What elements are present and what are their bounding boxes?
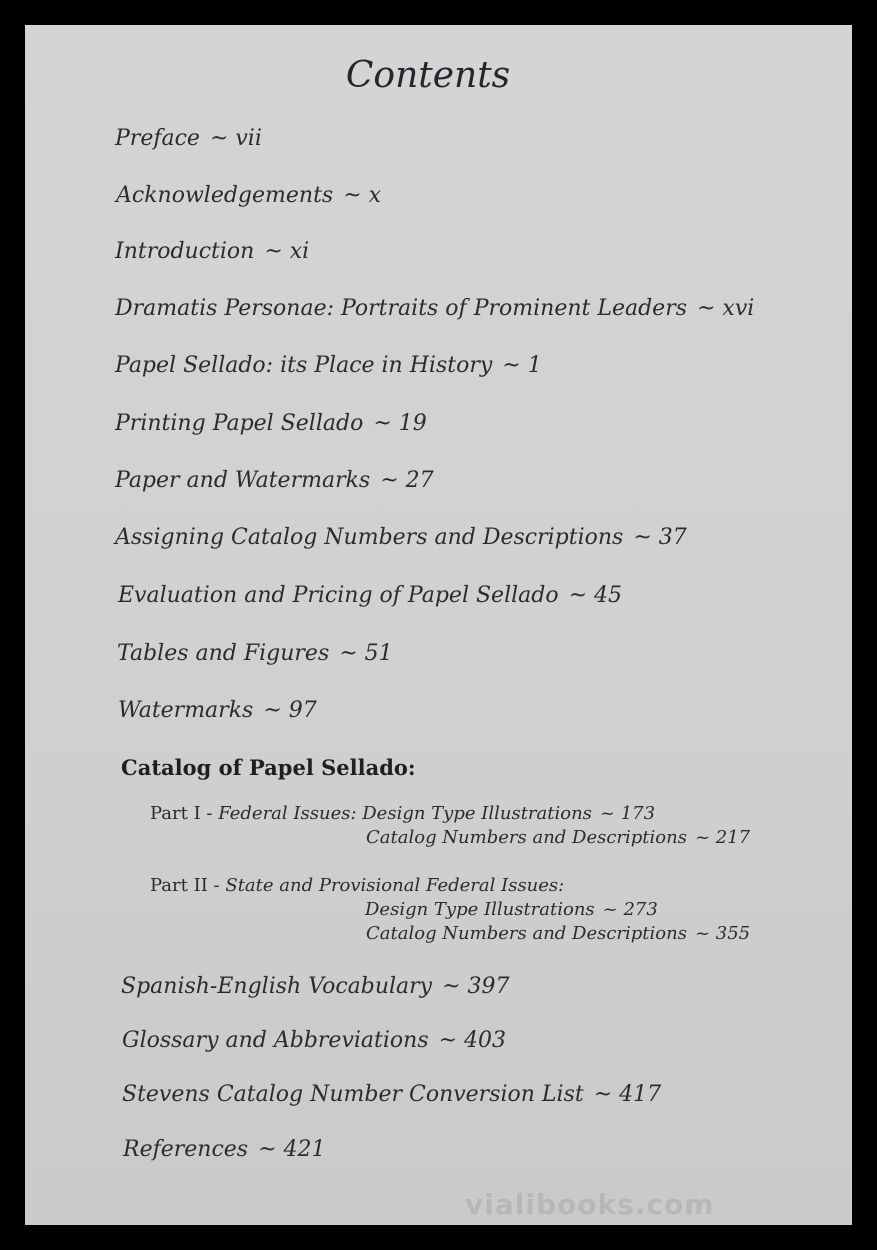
entry-page: ~ 397 <box>442 974 510 999</box>
entry-title: Papel Sellado: its Place in History <box>115 353 493 378</box>
part2-line3-page: ~ 355 <box>694 923 751 944</box>
page-title: Contents <box>345 55 511 96</box>
toc-entry-watermarks <box>118 698 317 723</box>
toc-entry-preface <box>115 126 262 151</box>
entry-title: Introduction <box>115 239 255 264</box>
catalog-part2-line1 <box>150 875 564 896</box>
part1-line2-title: Catalog Numbers and Descriptions <box>366 827 687 848</box>
part1-line2-page: ~ 217 <box>694 827 751 848</box>
entry-title: Spanish-English Vocabulary <box>121 974 433 999</box>
entry-page: ~ xi <box>264 239 310 264</box>
part1-label: Part I - <box>150 803 213 824</box>
entry-title: Acknowledgements <box>116 183 334 208</box>
toc-entry-vocabulary <box>121 974 510 999</box>
toc-entry-tables-figures <box>117 641 393 666</box>
toc-entry-introduction <box>115 239 309 264</box>
entry-page: ~ xvi <box>697 296 755 321</box>
entry-title: Dramatis Personae: Portraits of Prominent Leaders <box>115 296 687 321</box>
catalog-part2-line2 <box>365 899 658 920</box>
entry-title: Watermarks <box>118 698 254 723</box>
entry-page: ~ 27 <box>380 468 434 493</box>
entry-page: ~ 1 <box>502 353 542 378</box>
entry-page: ~ 421 <box>258 1137 326 1162</box>
part2-line2-page: ~ 273 <box>602 899 658 920</box>
part2-line2-title: Design Type Illustrations <box>365 899 595 920</box>
part1-desc: Federal Issues: Design Type Illustrations <box>218 803 592 824</box>
catalog-heading: Catalog of Papel Sellado: <box>121 755 416 780</box>
toc-entry-papel-sellado-history <box>115 353 542 378</box>
entry-title: Printing Papel Sellado <box>115 411 364 436</box>
entry-page: ~ x <box>343 183 382 208</box>
entry-page: ~ 45 <box>568 583 623 608</box>
catalog-part1-line1 <box>150 803 655 824</box>
entry-page: ~ vii <box>209 126 262 151</box>
part2-desc: State and Provisional Federal Issues: <box>225 875 565 896</box>
toc-entry-dramatis-personae <box>115 296 754 321</box>
toc-entry-paper-watermarks <box>115 468 434 493</box>
toc-entry-glossary <box>122 1028 506 1053</box>
entry-page: ~ 19 <box>373 411 427 436</box>
part2-label: Part II - <box>150 875 220 896</box>
entry-title: Stevens Catalog Number Conversion List <box>122 1082 584 1107</box>
contents-page <box>25 25 852 1225</box>
site-watermark: vialibooks.com <box>465 1188 715 1221</box>
entry-page: ~ 403 <box>438 1028 507 1053</box>
entry-title: Glossary and Abbreviations <box>122 1028 429 1053</box>
toc-entry-conversion-list <box>122 1082 661 1107</box>
entry-title: References <box>123 1137 249 1162</box>
entry-title: Evaluation and Pricing of Papel Sellado <box>118 583 559 608</box>
entry-title: Preface <box>115 126 200 151</box>
catalog-part1-line2 <box>366 827 750 848</box>
part2-line3-title: Catalog Numbers and Descriptions <box>366 923 687 944</box>
entry-page: ~ 417 <box>593 1082 662 1107</box>
entry-title: Tables and Figures <box>117 641 330 666</box>
toc-entry-evaluation <box>118 583 622 608</box>
entry-page: ~ 97 <box>263 698 317 723</box>
toc-entry-assigning-catalog <box>115 525 687 550</box>
catalog-part2-line3 <box>366 923 750 944</box>
part1-page: ~ 173 <box>599 803 656 824</box>
toc-entry-references <box>123 1137 326 1162</box>
entry-page: ~ 51 <box>339 641 393 666</box>
entry-title: Assigning Catalog Numbers and Descriptions <box>115 525 624 550</box>
entry-title: Paper and Watermarks <box>115 468 371 493</box>
entry-page: ~ 37 <box>633 525 687 550</box>
toc-entry-acknowledgements <box>116 183 381 208</box>
toc-entry-printing <box>115 411 427 436</box>
